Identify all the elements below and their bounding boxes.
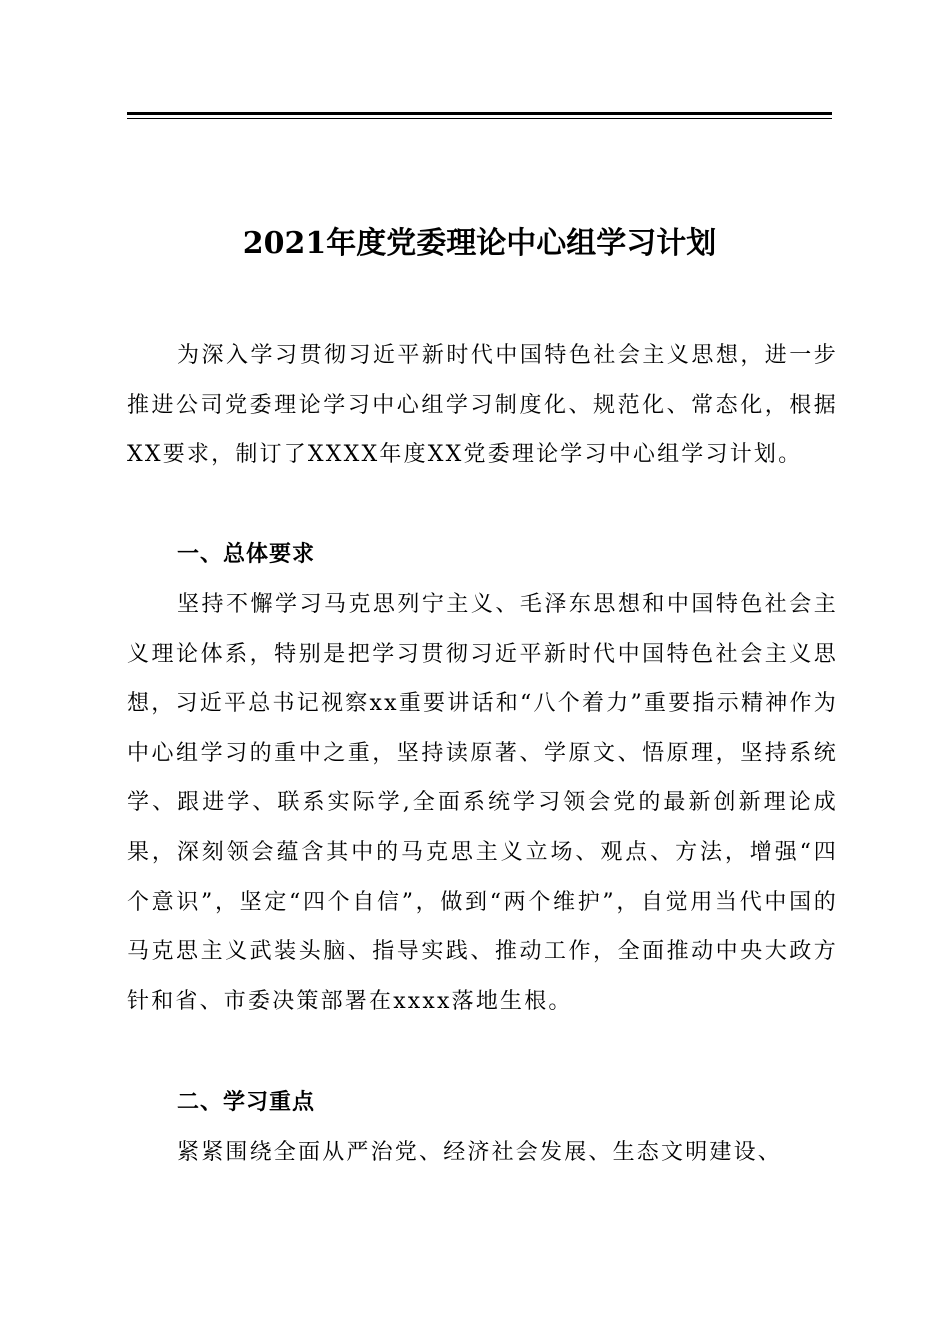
header-rule-thick <box>127 112 832 115</box>
intro-paragraph: 为深入学习贯彻习近平新时代中国特色社会主义思想，进一步推进公司党委理论学习中心组学习制度化、规范化、常态化，根据XX要求，制订了XXXX年度XX党委理论学习中心组学习计划。 <box>127 343 838 468</box>
section-heading-general-requirements: 一、总体要求 <box>177 542 316 567</box>
general-requirements-paragraph: 坚持不懈学习马克思列宁主义、毛泽东思想和中国特色社会主义理论体系，特别是把学习贯彻习近平新时代中国特色社会主义思想，习近平总书记视察xx重要讲话和“八个着力”重要指示精神作为中心组学习的重中之重，坚持读原著、学原文、悟原理，坚持系统学、跟进学、联系实际学,全面系统学习领会党的最新创新理论成果，深刻领会蕴含其中的马克思主义立场、观点、方法，增强“四个意识”，坚定“四个自信”，做到“两个维护”，自觉用当代中国的马克思主义武装头脑、指导实践、推动工作，全面推动中央大政方针和省、市委决策部署在xxxx落地生根。 <box>127 592 838 1014</box>
header-rule-thin <box>127 118 832 119</box>
document-title: 2021年度党委理论中心组学习计划 <box>242 226 717 262</box>
header-double-rule <box>127 112 832 120</box>
study-focus-paragraph: 紧紧围绕全面从严治党、经济社会发展、生态文明建设、 <box>177 1140 783 1165</box>
section-heading-study-focus: 二、学习重点 <box>177 1090 316 1115</box>
